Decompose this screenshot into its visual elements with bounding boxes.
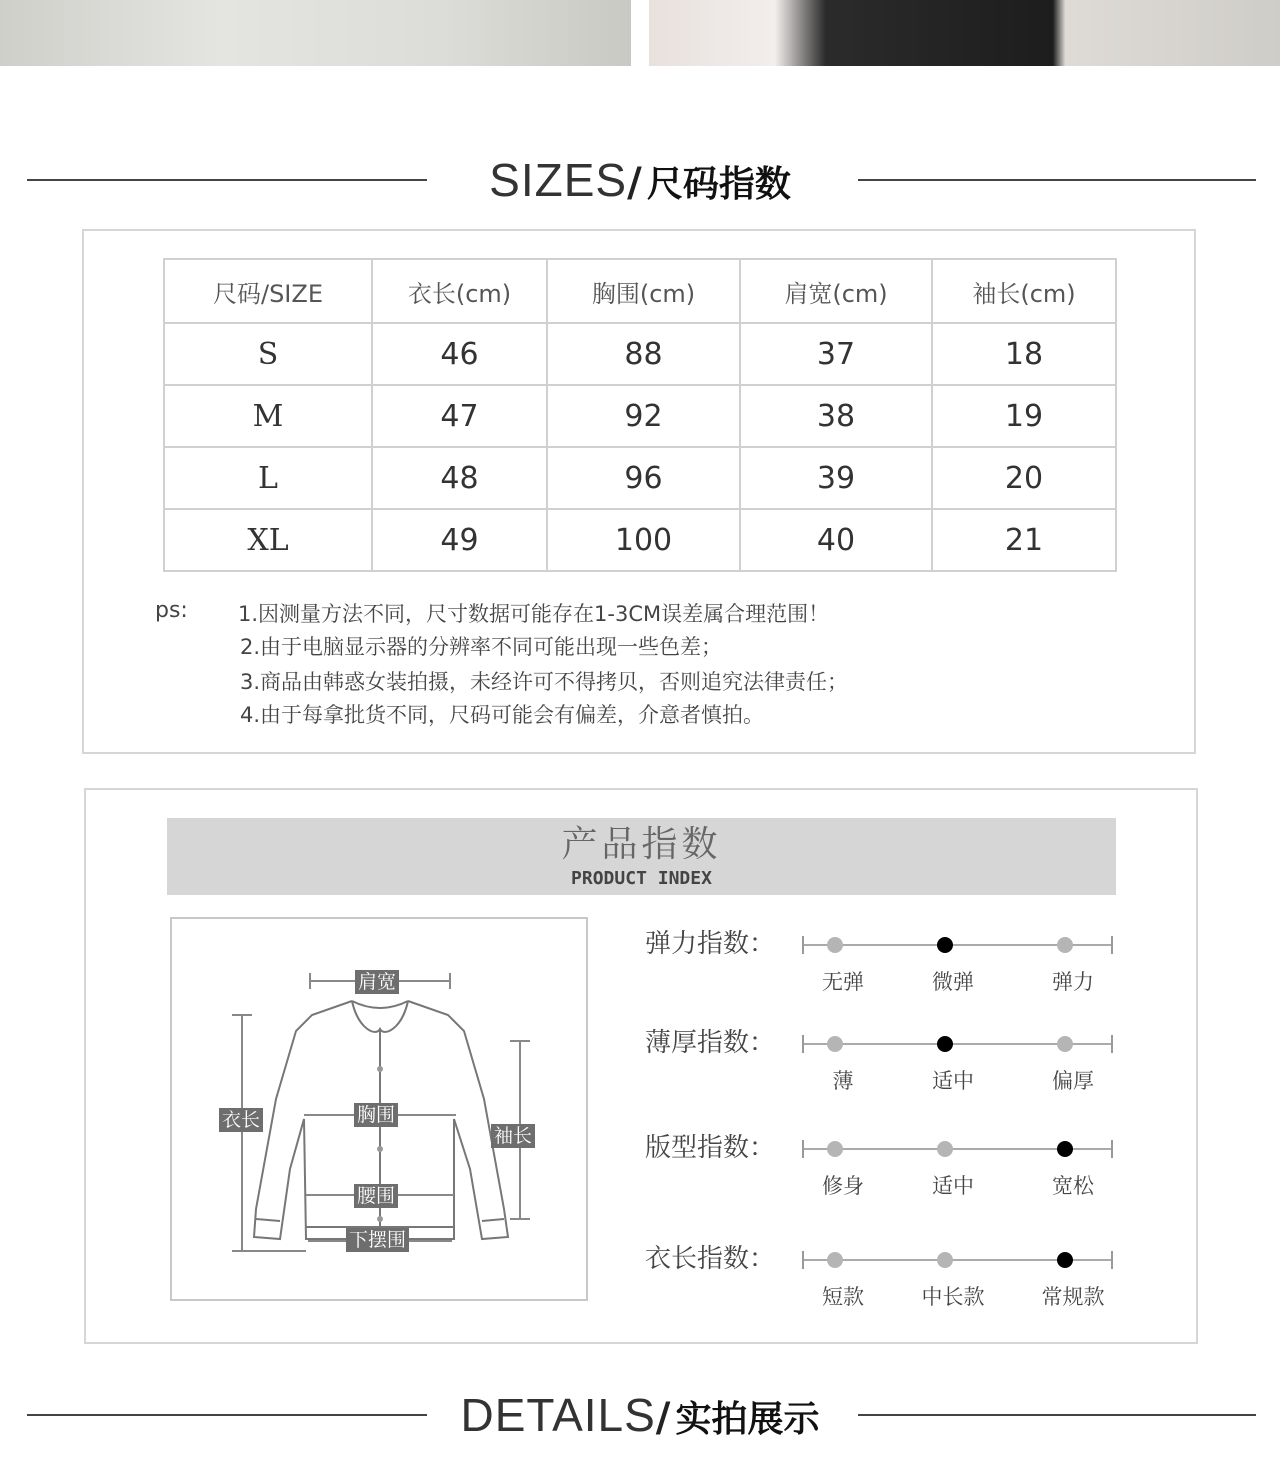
diagram-label-hem: 下摆围 <box>346 1228 409 1252</box>
table-row <box>164 323 1116 385</box>
index-option-label: 常规款 <box>1041 1285 1105 1309</box>
index-row-label: 版型指数： <box>645 1133 776 1163</box>
size-table-header-row <box>164 259 1116 323</box>
index-dot <box>937 1141 953 1157</box>
sizes-title-slash: / <box>627 160 642 206</box>
index-dot-selected <box>1057 1141 1073 1157</box>
index-row <box>645 1027 1125 1097</box>
product-photo-right <box>649 0 1280 66</box>
shoulder-cell: 40 <box>740 509 932 571</box>
index-track-cap <box>802 1251 804 1269</box>
diagram-label-length: 衣长 <box>219 1108 263 1132</box>
product-index-title-en: PRODUCT INDEX <box>571 868 712 889</box>
size-cell: M <box>164 385 372 447</box>
index-option-label: 无弹 <box>822 970 864 994</box>
index-dot-selected <box>937 1036 953 1052</box>
index-row-label: 弹力指数： <box>645 929 776 959</box>
index-row-label: 薄厚指数： <box>645 1028 776 1058</box>
index-dot <box>1057 937 1073 953</box>
table-row <box>164 509 1116 571</box>
diagram-label-shoulder: 肩宽 <box>355 970 399 994</box>
index-option-label: 适中 <box>932 1174 974 1198</box>
index-dot-selected <box>937 937 953 953</box>
index-dot <box>827 937 843 953</box>
note-item: 1.因测量方法不同，尺寸数据可能存在1-3CM误差属合理范围！ <box>238 602 830 626</box>
product-photo-strip <box>0 0 1280 66</box>
length-cell: 47 <box>372 385 547 447</box>
index-dot <box>937 1252 953 1268</box>
chest-cell: 100 <box>547 509 740 571</box>
index-dot-selected <box>1057 1252 1073 1268</box>
chest-cell: 92 <box>547 385 740 447</box>
index-option-label: 修身 <box>822 1174 864 1198</box>
index-track-cap <box>1111 936 1113 954</box>
table-row <box>164 447 1116 509</box>
index-option-label: 弹力 <box>1052 970 1094 994</box>
index-dot <box>827 1141 843 1157</box>
index-row <box>645 928 1125 998</box>
notes-list <box>238 598 1138 732</box>
sleeve-cell: 20 <box>932 447 1116 509</box>
diagram-label-sleeve: 袖长 <box>491 1124 535 1148</box>
note-item: 4.由于每拿批货不同，尺码可能会有偏差，介意者慎拍。 <box>240 703 765 727</box>
length-cell: 46 <box>372 323 547 385</box>
index-track-cap <box>1111 1035 1113 1053</box>
index-row <box>645 1132 1125 1202</box>
garment-diagram <box>170 917 588 1301</box>
col-header-chest: 胸围(cm) <box>547 259 740 323</box>
size-cell: XL <box>164 509 372 571</box>
sizes-section-header <box>0 150 1280 210</box>
size-cell: S <box>164 323 372 385</box>
index-track-cap <box>1111 1140 1113 1158</box>
col-header-length: 衣长(cm) <box>372 259 547 323</box>
index-track-cap <box>802 1035 804 1053</box>
details-title-zh: 实拍展示 <box>675 1399 820 1440</box>
length-cell: 48 <box>372 447 547 509</box>
sleeve-cell: 19 <box>932 385 1116 447</box>
index-track-cap <box>1111 1251 1113 1269</box>
index-dot <box>827 1252 843 1268</box>
shoulder-cell: 38 <box>740 385 932 447</box>
sleeve-cell: 18 <box>932 323 1116 385</box>
diagram-label-chest: 胸围 <box>354 1103 398 1127</box>
note-item: 3.商品由韩惑女装拍摄，未经许可不得拷贝，否则追究法律责任； <box>240 670 849 694</box>
index-row-label: 衣长指数： <box>645 1244 776 1274</box>
index-option-label: 微弹 <box>932 970 974 994</box>
sizes-title-en: SIZES <box>489 154 628 206</box>
index-dot <box>1057 1036 1073 1052</box>
product-index-title-zh: 产品指数 <box>561 824 722 865</box>
shoulder-cell: 37 <box>740 323 932 385</box>
diagram-label-waist: 腰围 <box>354 1184 398 1208</box>
shoulder-cell: 39 <box>740 447 932 509</box>
notes-label: ps: <box>155 598 188 623</box>
index-dot <box>827 1036 843 1052</box>
index-track-cap <box>802 1140 804 1158</box>
index-row <box>645 1243 1125 1313</box>
details-title-en: DETAILS <box>460 1389 656 1441</box>
details-section-header <box>0 1385 1280 1445</box>
sizes-title-zh: 尺码指数 <box>646 164 791 205</box>
chest-cell: 88 <box>547 323 740 385</box>
col-header-size: 尺码/SIZE <box>164 259 372 323</box>
sizes-title <box>0 150 1280 221</box>
index-option-label: 薄 <box>832 1069 854 1093</box>
details-title-slash: / <box>655 1395 671 1441</box>
index-option-label: 宽松 <box>1052 1174 1094 1198</box>
size-cell: L <box>164 447 372 509</box>
col-header-shoulder: 肩宽(cm) <box>740 259 932 323</box>
product-index-header <box>167 818 1116 895</box>
details-title <box>0 1385 1280 1456</box>
table-row <box>164 385 1116 447</box>
index-option-label: 短款 <box>822 1285 864 1309</box>
index-track-cap <box>802 936 804 954</box>
note-item: 2.由于电脑显示器的分辨率不同可能出现一些色差； <box>240 635 723 659</box>
col-header-sleeve: 袖长(cm) <box>932 259 1116 323</box>
sleeve-cell: 21 <box>932 509 1116 571</box>
index-option-label: 偏厚 <box>1052 1069 1094 1093</box>
size-table <box>163 258 1117 572</box>
index-option-label: 适中 <box>932 1069 974 1093</box>
length-cell: 49 <box>372 509 547 571</box>
chest-cell: 96 <box>547 447 740 509</box>
index-option-label: 中长款 <box>921 1285 985 1309</box>
product-photo-left <box>0 0 631 66</box>
